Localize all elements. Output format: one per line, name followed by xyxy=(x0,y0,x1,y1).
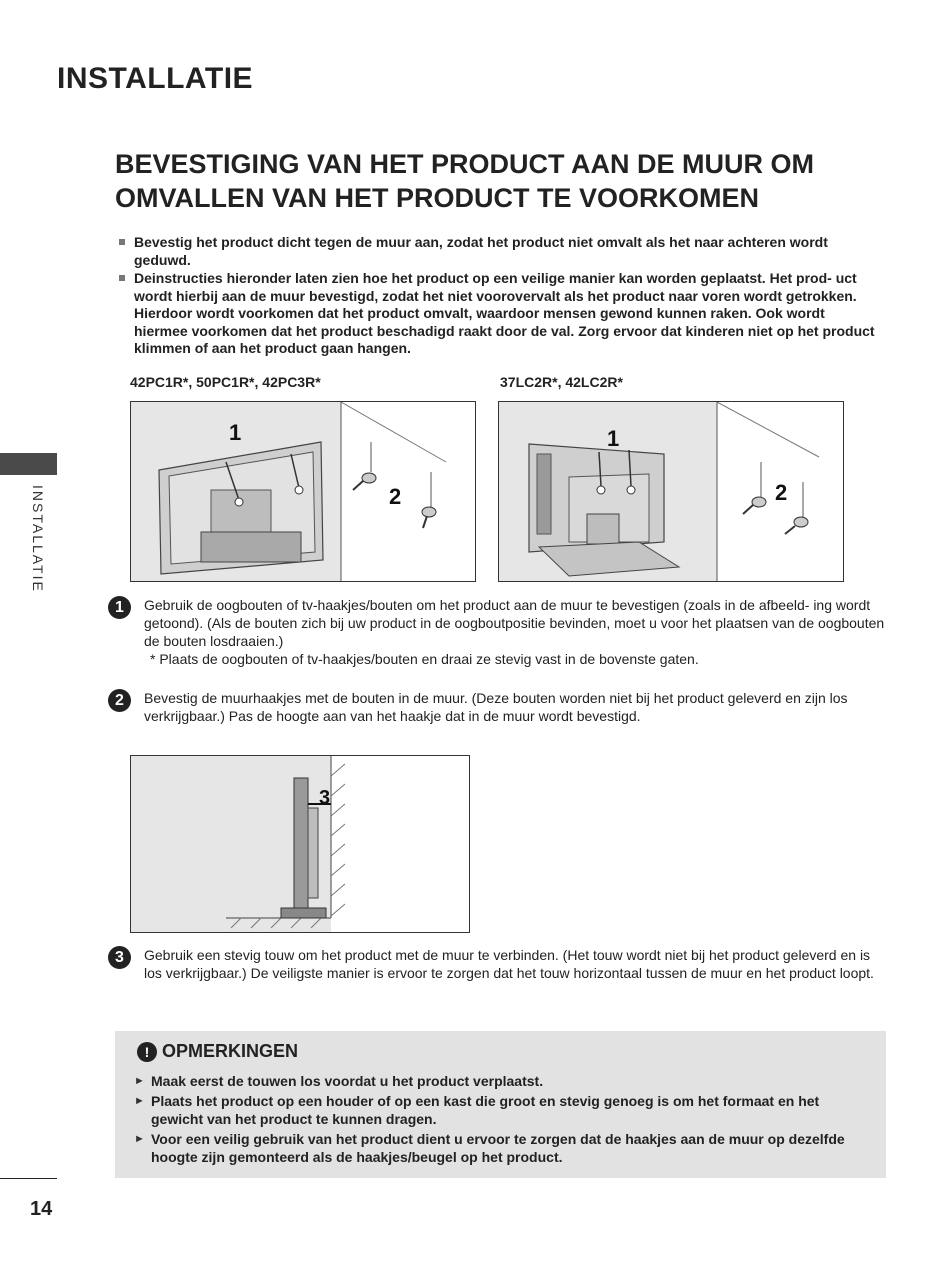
notes-header xyxy=(137,1041,298,1062)
figure-plasma-install xyxy=(130,401,476,582)
notes-box xyxy=(115,1031,886,1178)
chapter-title: INSTALLATIE xyxy=(57,62,254,95)
step-2 xyxy=(108,689,888,725)
model-label-left: 42PC1R*, 50PC1R*, 42PC3R* xyxy=(130,374,321,390)
footer-divider xyxy=(0,1178,57,1179)
figure-label-2: 2 xyxy=(389,484,402,509)
figure-lcd-drawing xyxy=(499,402,843,581)
intro-item: Bevestig het product dicht tegen de muur aan, zodat het product niet omvalt als het naar achteren wordt geduwd. xyxy=(117,234,877,269)
step-1-note: * Plaats de oogbouten of tv-haakjes/bouten en draai ze stevig vast in de bovenste gaten. xyxy=(150,651,699,667)
page-number: 14 xyxy=(30,1198,53,1220)
intro-list xyxy=(117,234,877,359)
figure-side-drawing xyxy=(131,756,469,932)
figure-label-2: 2 xyxy=(775,480,788,505)
figure-plasma-drawing xyxy=(131,402,475,581)
notes-item: ► Voor een veilig gebruik van het product dient u ervoor te zorgen dat de haakjes aan de muur op dezelfde hoogte zijn gemonteerd als de haakjes/beugel op het product. xyxy=(134,1130,874,1166)
intro-item: Deinstructies hieronder laten zien hoe het product op een veilige manier kan worden geplaatst. Het prod- uct wordt hierbij aan de muur bevestigd, zodat het niet voorovervalt als het product naar voren wordt getrokken. Hierdoor wordt voorkomen dat het product omvalt, waardoor mensen gewond kunnen raken. Ook wordt hiermee voorkomen dat het product beschadigd raakt door de val. Zorg ervoor dat kinderen niet op het product klimmen of aan het product gaan hangen. xyxy=(117,270,877,358)
step-3-text: Gebruik een stevig touw om het product met de muur te verbinden. (Het touw wordt niet bij het product geleverd en is los verkrijgbaar.) De veiligste manier is ervoor te zorgen dat het touw horizontaal tussen de muur en het product loopt. xyxy=(144,947,874,981)
notes-item: ► Plaats het product op een houder of op een kast die groot en stevig genoeg is om het formaat en het gewicht van het product te kunnen dragen. xyxy=(134,1092,874,1128)
chapter-side-tab xyxy=(0,453,57,475)
step-3 xyxy=(108,946,888,982)
exclamation-icon: ! xyxy=(137,1042,157,1062)
step-number-2: 2 xyxy=(108,689,131,712)
step-2-text: Bevestig de muurhaakjes met de bouten in de muur. (Deze bouten worden niet bij het product geleverd en zijn los verkrijgbaar.) Pas de hoogte aan van het haakje dat in de muur wordt bevestigd. xyxy=(144,690,848,724)
figure-label-3: 3 xyxy=(319,787,331,809)
notes-list xyxy=(134,1072,874,1168)
chapter-side-label: INSTALLATIE xyxy=(30,485,46,593)
step-number-3: 3 xyxy=(108,946,131,969)
figure-label-1: 1 xyxy=(229,420,242,445)
model-label-right: 37LC2R*, 42LC2R* xyxy=(500,374,623,390)
figure-lcd-install xyxy=(498,401,844,582)
notes-title: OPMERKINGEN xyxy=(162,1041,299,1061)
figure-side-view xyxy=(130,755,470,933)
notes-item: ► Maak eerst de touwen los voordat u het product verplaatst. xyxy=(134,1072,874,1090)
section-title: BEVESTIGING VAN HET PRODUCT AAN DE MUUR OM OMVALLEN VAN HET PRODUCT TE VOORKOMEN xyxy=(115,149,815,213)
step-1 xyxy=(108,596,888,668)
step-1-text: Gebruik de oogbouten of tv-haakjes/bouten om het product aan de muur te bevestigen (zoals in de afbeeld- ing wordt getoond). (Als de bouten zich bij uw product in de oogboutpositie bevinden, moet u voor het plaatsen van de oogbouten de bouten losdraaien.) xyxy=(144,597,885,649)
step-number-1: 1 xyxy=(108,596,131,619)
figure-label-1: 1 xyxy=(607,426,620,451)
